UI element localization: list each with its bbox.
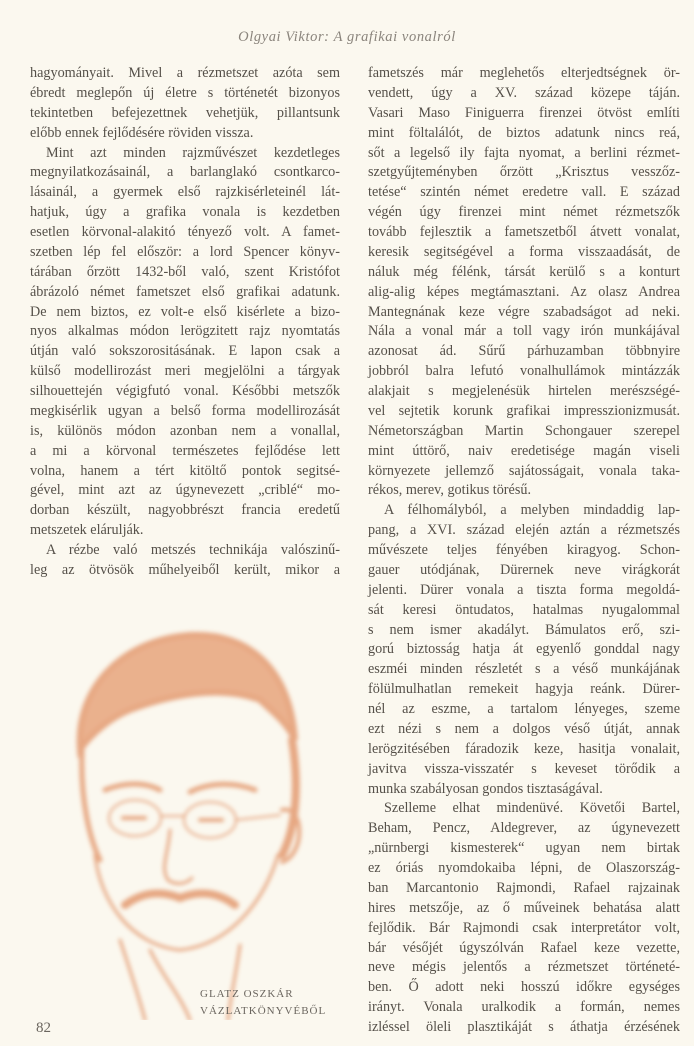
text-line: tovább fejlesztik a fametszetből átvett vonalat, [368, 224, 680, 240]
paragraph [30, 541, 340, 581]
text-line: esetlen körvonal-alakitó tényező volt. A famet- [30, 224, 340, 240]
text-line: lásainál, a gyermek első rajzkisérleteinél lát- [30, 184, 340, 201]
text-line: ezt nézi s nem a dolgos véső útját, annak [368, 720, 680, 737]
caption-line-2: VÁZLATKÖNYVÉBŐL [200, 1005, 327, 1017]
text-line: a mi a körvonal természetes fejlődése lett [30, 442, 340, 459]
text-line: silhouettején végigfutó vonal. Későbbi metszők [30, 383, 340, 399]
text-line: ben. Ő adott neki hosszú időkre egységes [368, 979, 680, 996]
left-text-column [30, 64, 340, 581]
text-line: izléssel öleli plasztikáját s áthatja érzésének [368, 1019, 680, 1035]
text-line: rékos, merev, gotikus törésű. [368, 482, 531, 499]
text-line: Németországban Martin Schongauer szerepel [368, 422, 680, 439]
text-line: fametszés már meglehetős elterjedtségnek ör- [368, 65, 680, 81]
text-line: hagyományait. Mivel a rézmetszet azóta sem [30, 65, 340, 81]
text-line: metszetek elárulják. [30, 522, 144, 539]
text-line: Vasari Maso Finiguerra firenzei ötvöst említi [368, 104, 680, 121]
paragraph [368, 799, 680, 1038]
text-line: is, különös módon azonban nem a vonallal, [30, 422, 340, 439]
text-line: jelenti. Dürer vonala a tiszta forma megoldá- [368, 581, 680, 598]
text-line: gauer utódjának, Dürernek neve virágkorát [368, 561, 680, 578]
text-line: Szelleme elhat mindenüvé. Követői Bartel, [384, 800, 680, 817]
text-line: szetgyűjteményben őrzött „Krisztus vesszőz- [368, 164, 680, 181]
page-number: 82 [36, 1020, 51, 1036]
text-line: De nem biztos, ez volt-e első kisérlete a bizo- [30, 303, 340, 320]
moustache [125, 894, 235, 905]
text-line: ban Marcantonio Rajmondi, Rafael rajzainak [368, 879, 680, 896]
text-line: vel sejtetik korunk grafikai impresszionizmusát. [368, 402, 680, 419]
text-line: pang, a XVI. század elején aztán a rézmetszés [368, 522, 680, 539]
text-line: azonosat ád. Sűrű párhuzamban többnyire [368, 343, 680, 360]
text-line: eszméi minden részletét s a véső munkájának [368, 661, 680, 678]
text-line: alig-alig képes megtámasztani. Az olasz Andrea [368, 283, 680, 300]
text-line: jobbról balra lefutó vonalhullámok mintázzák [368, 363, 680, 380]
text-line: tekintetben befejezettnek vehetjük, pillantsunk [30, 104, 340, 121]
text-line: neve mégis jelentős a rézmetszet történeté- [368, 959, 680, 976]
text-line: szetben lép fel először: a lord Spencer könyv- [30, 243, 340, 260]
text-line: környezete jellemző sajátosságait, vonala taka- [368, 462, 680, 479]
paragraph [368, 501, 680, 799]
running-header: Olgyai Viktor: A grafikai vonalról [238, 29, 456, 45]
text-line: Nála a vonal már a toll vagy irón munkájával [368, 323, 680, 340]
text-line: mint úttörő, naiv eredetisége magán viseli [368, 442, 680, 459]
text-line: dorban készült, nagyobbrészt francia eredetű [30, 502, 340, 519]
nose [165, 830, 192, 884]
caption-line-1: GLATZ OSZKÁR [200, 988, 294, 1000]
text-line: fejlődik. Bár Rajmondi csak interpretátor volt, [368, 919, 680, 936]
text-line: munka szabályosan gondos tisztaságával. [368, 780, 603, 797]
text-line: nél az eszme, a tartalom lényeges, szeme [368, 701, 680, 717]
text-line: s nem ismer akadályt. Bámulatos erő, szi- [368, 621, 680, 638]
text-line: végén úgy firenzei mint német rézmetszők [368, 204, 680, 221]
text-line: náluk még félénk, társát kerülő s a konturt [368, 263, 680, 280]
text-line: gével, mint azt az úgynevezett „criblé“ mo- [30, 482, 340, 499]
text-line: hatjuk, úgy a grafika vonala is kezdetben [30, 204, 340, 221]
text-line: külső modellirozást meri megjelölni a tárgyak [30, 363, 340, 380]
text-line: volna, hanem a tért kitöltő pontok segitsé- [30, 462, 340, 479]
text-line: megnyilatkozásainál, a barlanglakó csontkarco- [30, 164, 340, 181]
text-line: irányt. Vonala uralkodik a formán, nemes [368, 999, 680, 1016]
text-line: „nürnbergi kismesterek“ ugyan nem birtak [368, 840, 680, 857]
text-line: előbb ennek fejlődésére röviden vissza. [30, 124, 254, 141]
illustration-caption [200, 986, 326, 1020]
text-line: A félhomályból, a melyben mindaddig lap- [384, 502, 680, 519]
text-line: megkisérlik ugyan a belső forma modellirozását [30, 402, 340, 419]
text-line: művészete teljes fényében kiragyog. Schon- [368, 542, 680, 558]
text-line: tárában őrzött 1432-ből való, szent Kristófot [30, 263, 340, 280]
portrait-sketch [20, 600, 330, 1020]
paragraph [368, 64, 680, 501]
text-line: alakjait s megjelenésük hirtelen merészségé- [368, 383, 680, 399]
right-text-column [368, 64, 680, 1038]
paragraph [30, 64, 340, 144]
text-line: útján való sokszorositásának. E lapon csak a [30, 343, 340, 360]
text-line: bár vésőjét úgyszólván Rafael keze vezette, [368, 939, 680, 956]
text-line: Beham, Pencz, Aldegrever, az úgynevezett [368, 820, 680, 837]
text-line: leg az ötvösök műhelyeiből került, mikor a [30, 561, 340, 578]
text-line: ébredt meglepőn új életre s történetét bizonyos [30, 84, 340, 101]
text-line: gorú biztosság hatja át egyenlő gonddal nagy [368, 641, 680, 658]
text-line: sát keresi öntudatos, hatalmas nyugalommal [368, 601, 680, 618]
text-line: A rézbe való metszés technikája valószinű- [46, 542, 340, 558]
text-line: Mantegnának keze végre szabadságot ad neki. [368, 303, 680, 320]
eyebrows [105, 784, 255, 792]
text-line: nyos alkalmas módon lerögzitett rajz nyomtatás [30, 323, 340, 340]
text-line: hires metszője, az ő műveinek behatása alatt [368, 899, 680, 916]
text-line: javitva vissza-visszatér s keveset törődik a [368, 760, 680, 777]
text-line: keresik segitségével a forma visszaadását, de [368, 243, 680, 260]
text-line: lerögzitésében fáradozik keze, hasitja vonalait, [368, 740, 680, 757]
text-line: tetése“ szintén német eredetre vall. E század [368, 184, 680, 201]
text-line: fölülmulhatlan remekeit hagyja reánk. Dürer- [368, 681, 680, 698]
hair-shading [80, 635, 295, 750]
text-line: ábrázoló német fametszet első grafikai adatunk. [30, 283, 340, 300]
text-line: Mint azt minden rajzművészet kezdetleges [46, 144, 340, 161]
text-line: mint föltalálót, de biztos adatunk nincs reá, [368, 124, 680, 141]
text-line: sőt a legelső ily fajta nyomat, a berlini rézmet- [368, 144, 680, 161]
text-line: ez óriás nyomdokaiba lépni, de Olaszország- [368, 860, 680, 876]
text-line: vendett, úgy a XV. század közepe táján. [368, 84, 680, 101]
paragraph [30, 144, 340, 542]
